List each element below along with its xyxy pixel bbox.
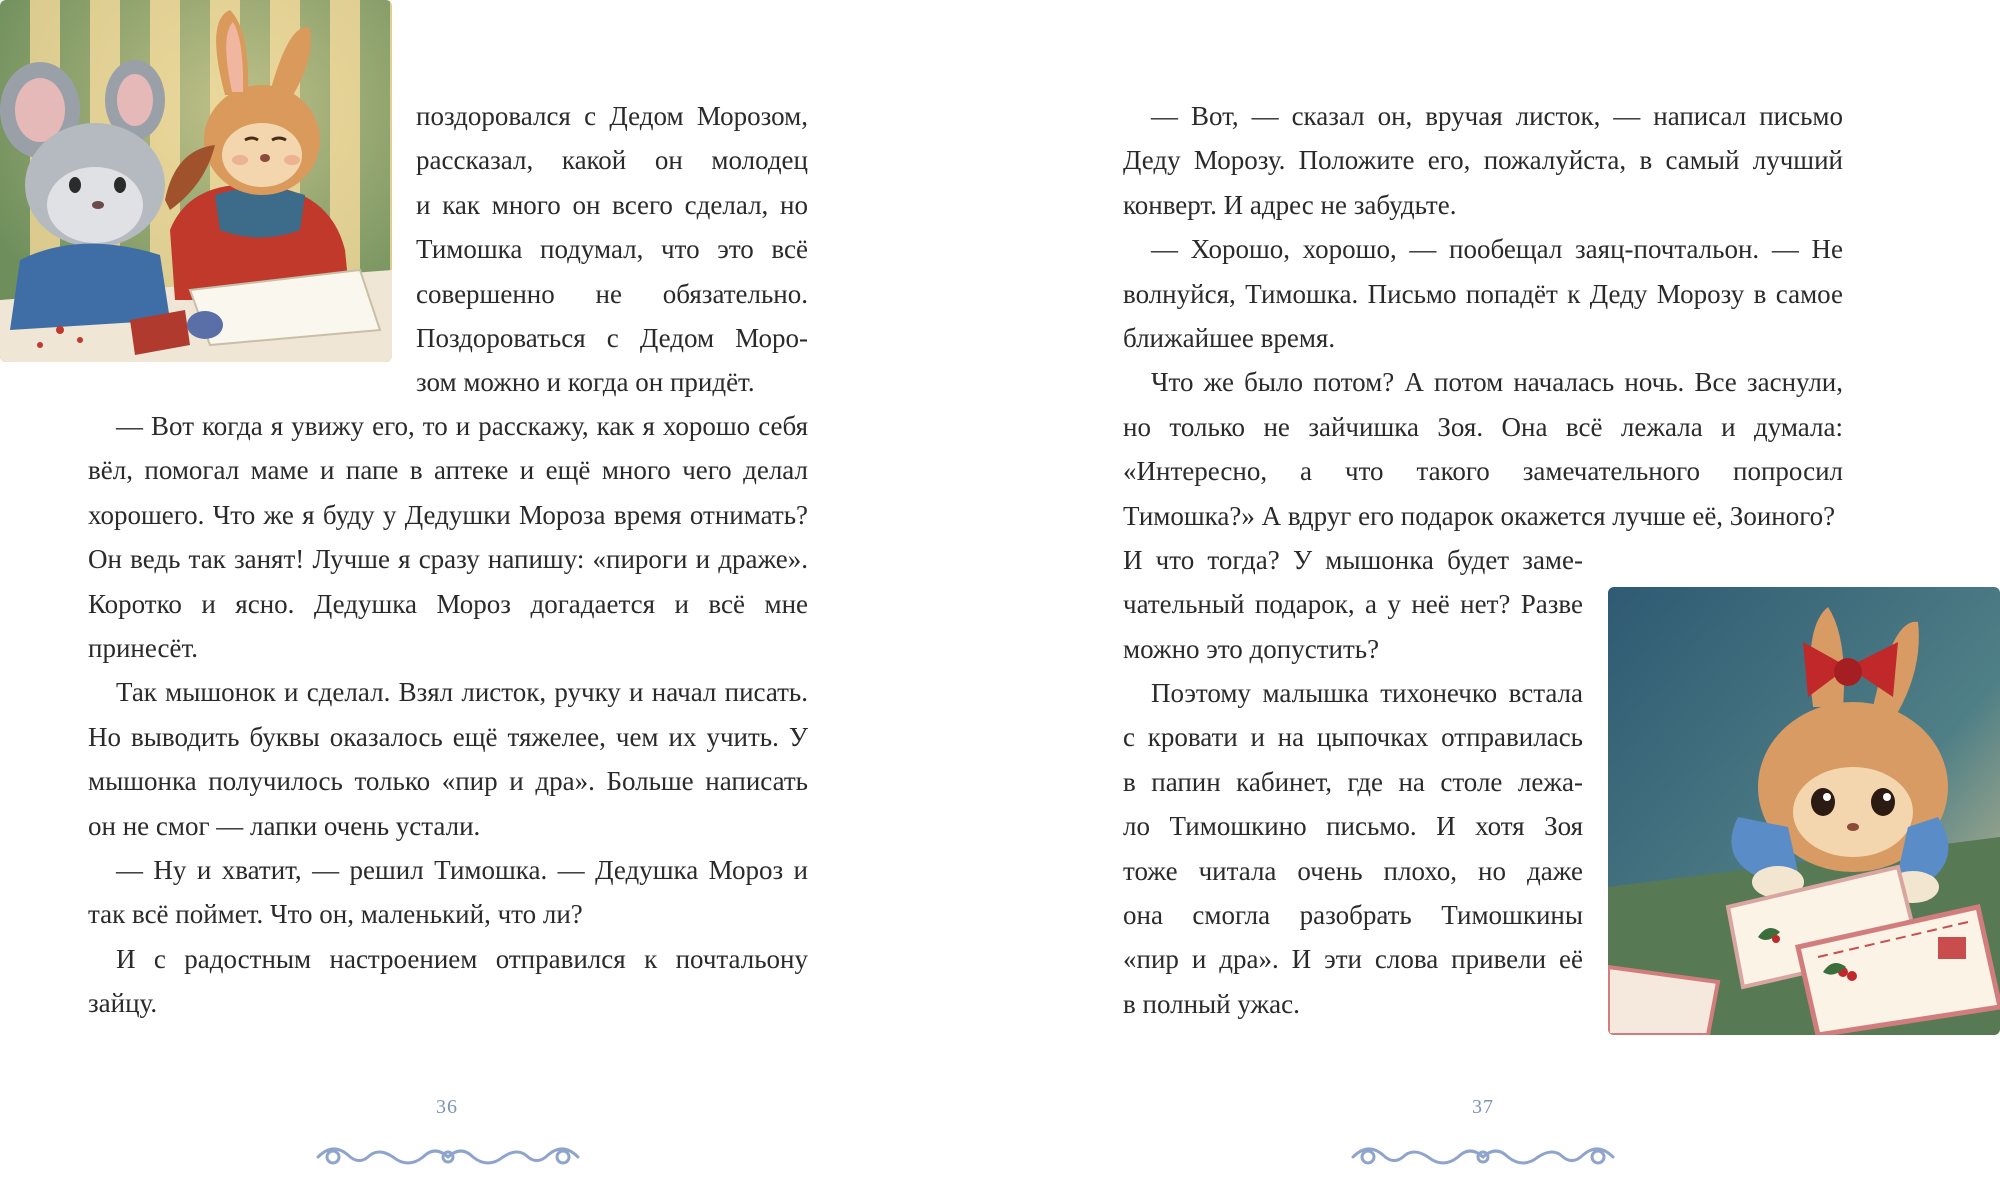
- paragraph: — Вот когда я увижу его, то и расскажу, как я хорошо себя вёл, помогал маме и папе в аптеке и ещё много чего делал хорошего. Что же я буду у Дедушки Мороза время отнимать? Он ведь так занят! Лучше я сразу напишу: «пироги и драже». Коротко и ясно. Дедушка Мороз догадается и всё мне принесёт.: [88, 411, 808, 664]
- paragraph: — Вот, — сказал он, вручая листок, — написал письмо Деду Морозу. Положите его, пожалуйста, в самый лучший конверт. И адрес не забудьте.: [1123, 101, 1843, 220]
- paragraph: Что же было потом? А потом началась ночь. Все заснули, но только не зайчишка Зоя. Она всё лежала и думала: «Интересно, а что такого замечательного попросил Тимошка?» А вдруг его подарок окажется лучше её, Зоиного?: [1123, 367, 1843, 531]
- text-line: в папин кабинет, где на столе лежа-: [1123, 766, 1583, 797]
- text-line: ло Тимошкино письмо. И хотя Зоя: [1123, 811, 1583, 842]
- wrapped-text-block: [416, 94, 808, 405]
- text-line: совершенно не обязательно.: [416, 278, 808, 309]
- text-line: в полный ужас.: [1123, 988, 1300, 1019]
- text-line: чательный подарок, а у неё нет? Разве: [1123, 589, 1583, 620]
- paragraph: И с радостным настроением отправился к почтальону зайцу.: [88, 943, 808, 1019]
- wrapped-text-block-2: [1123, 671, 1583, 1026]
- page-number: 36: [436, 1096, 458, 1118]
- text-line: поздоровался с Дедом Морозом,: [416, 101, 808, 131]
- mouse-and-bunny-illustration: [0, 0, 392, 362]
- text-line: Поэтому малышка тихонечко встала: [1151, 678, 1583, 708]
- ornament-divider-icon: [313, 1137, 583, 1177]
- text-line: можно это допустить?: [1123, 633, 1380, 664]
- text-line: «пир и дра». И эти слова привели её: [1123, 944, 1583, 975]
- text-line: и как много он всего сделал, но: [416, 189, 808, 220]
- text-line: рассказал, какой он молодец: [416, 145, 808, 176]
- text-line: тоже читала очень плохо, но даже: [1123, 855, 1583, 886]
- paragraph: — Ну и хватит, — решил Тимошка. — Дедушка Мороз и так всё поймет. Что он, маленький, что ли?: [88, 855, 808, 930]
- body-text: [88, 404, 808, 1026]
- text-line: она смогла разобрать Тимошкины: [1123, 900, 1583, 931]
- text-line: Поздороваться с Дедом Моро-: [416, 323, 808, 354]
- paragraph: Так мышонок и сделал. Взял листок, ручку и начал писать. Но выводить буквы оказалось ещё тяжелее, чем их учить. У мышонка получилось только «пир и дра». Больше написать он не смог — лапки очень устали.: [88, 677, 808, 841]
- bunny-with-letters-illustration: [1608, 587, 2000, 1035]
- ornament-divider-icon: [1348, 1137, 1618, 1177]
- text-line: И что тогда? У мышонка будет заме-: [1123, 545, 1583, 575]
- wrapped-text-block: [1123, 538, 1583, 671]
- body-text-top: [1123, 94, 1843, 538]
- text-line: зом можно и когда он придёт.: [416, 367, 755, 398]
- right-page: [1000, 0, 2000, 1179]
- text-line: Тимошка подумал, что это всё: [416, 234, 808, 265]
- text-line: с кровати и на цыпочках отправилась: [1123, 722, 1583, 753]
- paragraph: — Хорошо, хорошо, — пообещал заяц-почтальон. — Не волнуйся, Тимошка. Письмо попадёт к Деду Морозу в самое ближайшее время.: [1123, 234, 1843, 354]
- page-number: 37: [1472, 1096, 1494, 1118]
